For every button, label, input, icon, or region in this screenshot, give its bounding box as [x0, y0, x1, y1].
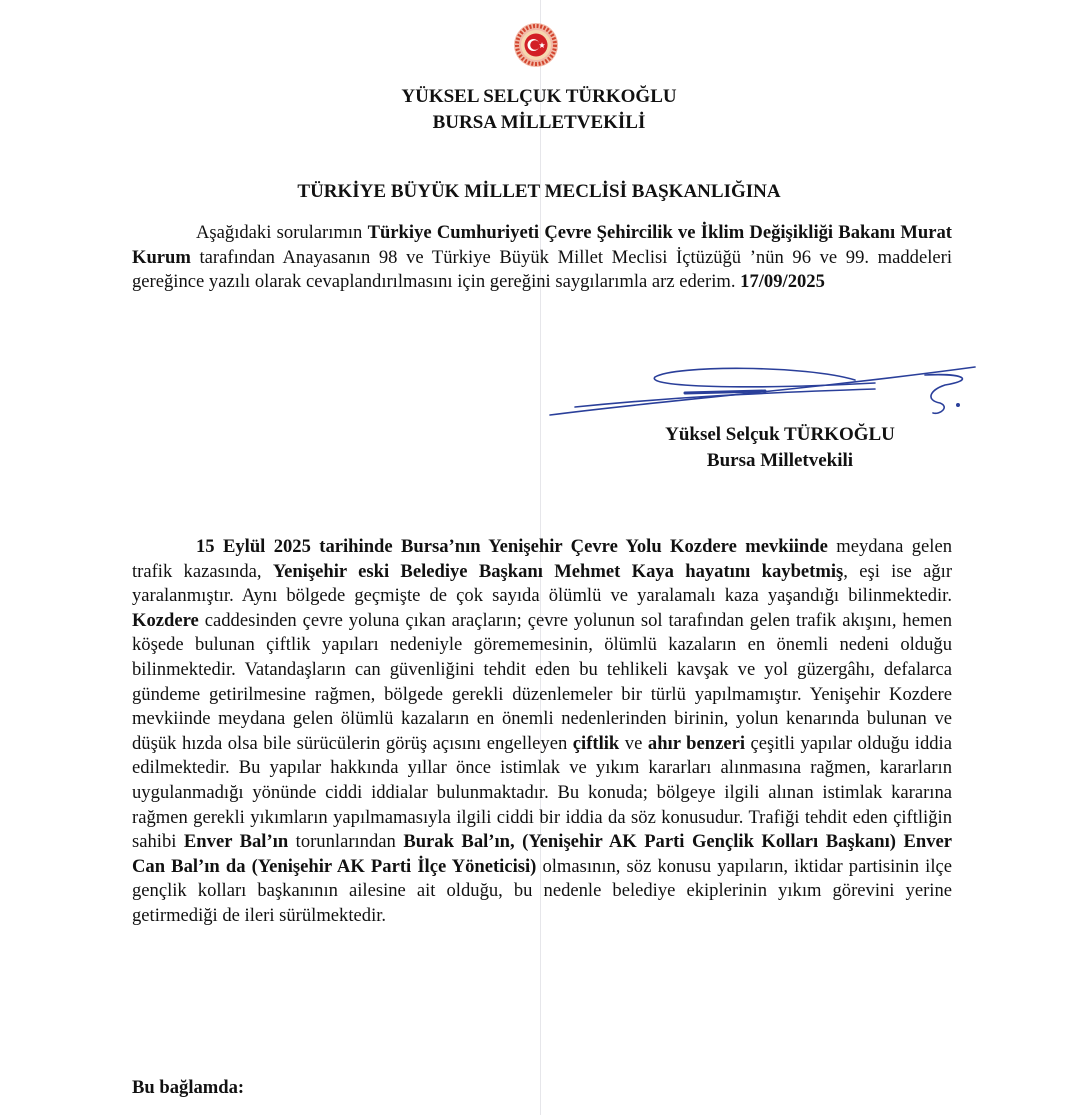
body-text: ve: [619, 732, 648, 754]
addressee-heading: TÜRKİYE BÜYÜK MİLLET MECLİSİ BAŞKANLIĞINA: [297, 181, 781, 202]
closing-heading: Bu bağlamda:: [132, 1077, 245, 1098]
body-bold: 15 Eylül 2025 tarihinde Bursa’nın Yenişehir Çevre Yolu Kozdere mevkiinde: [196, 536, 828, 557]
request-date: 17/09/2025: [740, 271, 825, 293]
body-paragraph: [132, 535, 952, 929]
body-text: , eşi ise ağır yaralanmıştır. Aynı bölgede geçmişte de çok sayıda ölümlü ve yaralamalı kaza yaşandığı bilinmektedir.: [132, 560, 953, 607]
body-bold: Kozdere: [132, 609, 199, 631]
body-text: caddesinden çevre yoluna çıkan araçların; çevre yolunun sol tarafından gelen trafik akışını, hemen köşede bulunan çiftlik yapıları nedeniyle görememesinin, ölümlü kazaların en önemli nedeni olduğu bilinmektedir. Vatandaşların can güvenliğini tehdit eden bu tehlikeli kavşak ve yol güzergâhı, defalarca gündeme getirilmesine rağmen, bölgede gerekli düzenlemeler bir türlü yapılmamıştır. Yenişehir Kozdere mevkiinde meydana gelen ölümlü kazaların en önemli nedenlerinden birinin, yolun kenarında bulunan ve düşük hızda olsa bile sürücülerin görüş açısını engelleyen: [132, 609, 952, 754]
handwritten-signature: [545, 355, 985, 425]
body-bold: Burak Bal’ın, (Yenişehir AK Parti Gençlik Kolları Başkanı) Enver Can Bal’ın da (Yenişehir AK Parti İlçe Yöneticisi): [132, 831, 952, 877]
body-text: olmasının, söz konusu yapıların, iktidar partisinin ilçe gençlik kolları başkanının ailesine ait olduğu, bu nedenle belediye ekiplerinin yıkım görevini yerine getirmediği de ileri sürülmektedir.: [132, 855, 952, 926]
signatory-title: Bursa Milletvekili: [706, 450, 854, 471]
body-bold: çiftlik: [572, 732, 620, 754]
body-text: torunlarından: [288, 831, 404, 853]
body-bold: ahır benzeri: [647, 732, 745, 754]
intro-text: Aşağıdaki sorularımın: [196, 222, 368, 243]
intro-paragraph: [132, 221, 952, 295]
letterhead-title: BURSA MİLLETVEKİLİ: [432, 112, 646, 133]
tbmm-emblem-icon: [513, 22, 559, 68]
letterhead-name: YÜKSEL SELÇUK TÜRKOĞLU: [401, 86, 677, 107]
body-text: çeşitli yapılar olduğu iddia edilmektedir. Bu yapılar hakkında yıllar önce istimlak ve yıkım kararları alınmasına rağmen, kararların uygulanmadığı yönünde ciddi iddialar bulunmaktadır. Bu konuda; bölgeye ilgili alınan istimlak kararına rağmen gerekli yıkımların yapılmamasıyla ilgili ciddi bir iddia da söz konusudur. Trafiği tehdit eden çiftliğin sahibi: [132, 732, 952, 853]
body-bold: Enver Bal’ın: [183, 831, 289, 853]
body-text: meydana gelen trafik kazasında,: [132, 536, 952, 582]
minister-name: Türkiye Cumhuriyeti Çevre Şehircilik ve İklim Değişikliği Bakanı Murat Kurum: [132, 222, 952, 268]
signatory-name: Yüksel Selçuk TÜRKOĞLU: [665, 424, 895, 445]
body-bold: Yenişehir eski Belediye Başkanı Mehmet Kaya hayatını kaybetmiş: [272, 560, 844, 582]
intro-text-cont: tarafından Anayasanın 98 ve Türkiye Büyük Millet Meclisi İçtüzüğü ’nün 96 ve 99. maddeleri gereğince yazılı olarak cevaplandırılmasını için gereğini saygılarımla arz ederim.: [132, 246, 952, 293]
